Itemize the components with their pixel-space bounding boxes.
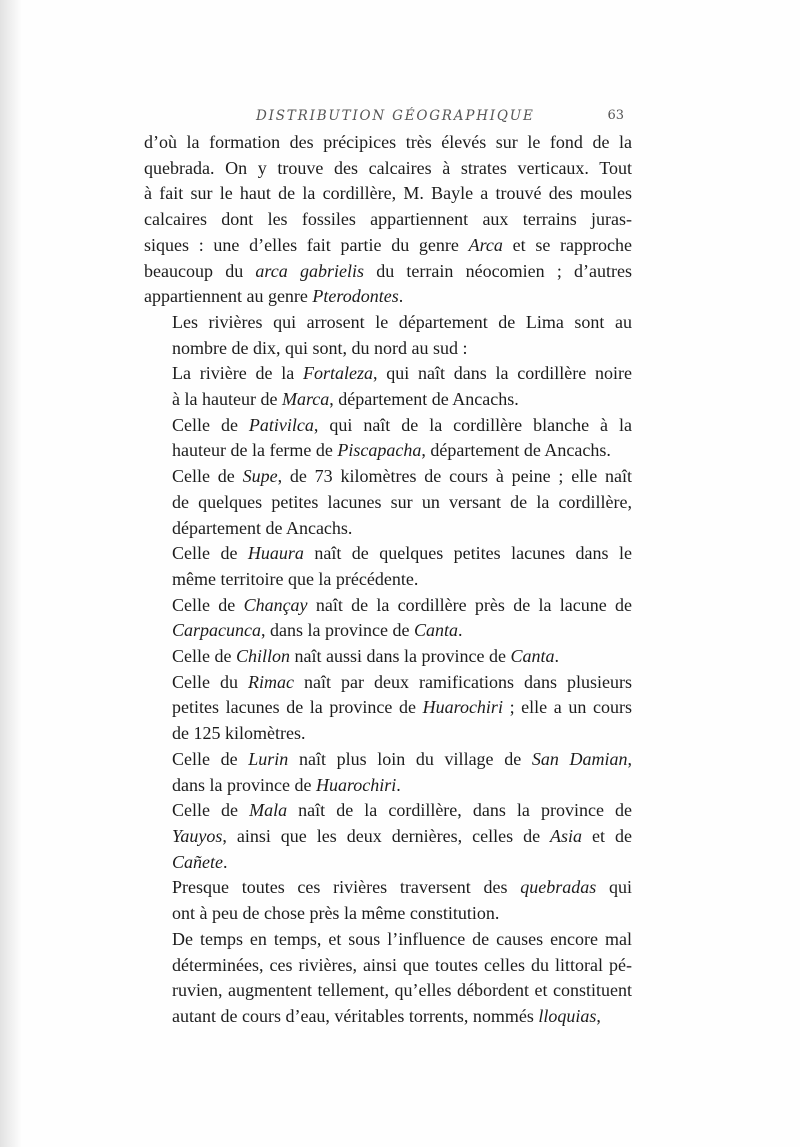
paragraph [144, 310, 632, 361]
text-line: quebrada. On y trouve des calcaires à strates verticaux. Tout [144, 157, 632, 178]
italic-term: Marca [281, 389, 330, 410]
text-line: calcaires dont les fossiles appartiennent aux terrains juras- [144, 209, 632, 230]
italic-term: Carpacunca [172, 620, 261, 641]
italic-term: Lurin [248, 748, 289, 769]
italic-term: Supe [242, 466, 278, 487]
text-line: Presque toutes ces rivières traversent des quebradas qui [172, 877, 632, 898]
italic-term: Mala [249, 800, 288, 821]
text-line: de 125 kilomètres. [172, 723, 306, 744]
running-head [160, 108, 628, 130]
paragraph [144, 361, 632, 412]
text-line: Celle du Rimac naît par deux ramifications dans plusieurs [172, 671, 632, 692]
text-line: Yauyos, ainsi que les deux dernières, celles de Asia et de [172, 825, 632, 846]
text-line: ont à peu de chose près la même constitution. [172, 903, 500, 924]
italic-term: Asia [550, 825, 583, 846]
text-line: hauteur de la ferme de Piscapacha, département de Ancachs. [172, 440, 611, 461]
text-line: Celle de Mala naît de la cordillère, dans la province de [172, 800, 632, 821]
italic-term: Canta [510, 646, 555, 667]
italic-term: Huarochiri [315, 774, 397, 795]
text-line: Celle de Chillon naît aussi dans la province de Canta. [172, 646, 559, 667]
italic-term: Arca [468, 234, 503, 255]
text-line: autant de cours d’eau, véritables torrents, nommés lloquias, [172, 1005, 601, 1026]
italic-term: Piscapacha [337, 440, 422, 461]
text-line: Celle de Chançay naît de la cordillère près de la lacune de [172, 594, 632, 615]
text-line: De temps en temps, et sous l’influence de causes encore mal [172, 928, 632, 949]
gutter-shadow [0, 0, 22, 1147]
italic-term: Rimac [248, 671, 294, 692]
paragraph [144, 875, 632, 926]
text-line: ruvien, augmentent tellement, qu’elles débordent et constituent [172, 980, 632, 1001]
italic-term: Pativilca [248, 414, 314, 435]
italic-term: Fortaleza [303, 363, 373, 384]
italic-term: arca gabrielis [255, 260, 364, 281]
paragraph [144, 464, 632, 541]
text-line: Les rivières qui arrosent le département de Lima sont au [172, 311, 632, 332]
italic-term: San Damian [531, 748, 628, 769]
italic-term: Pterodontes [312, 286, 399, 307]
text-line: Cañete. [172, 851, 228, 872]
text-line: Celle de Lurin naît plus loin du village de San Damian, [172, 748, 632, 769]
paragraph [144, 593, 632, 644]
italic-term: quebradas [520, 877, 597, 898]
text-line: dans la province de Huarochiri. [172, 774, 401, 795]
text-line: d’où la formation des précipices très élevés sur le fond de la [144, 132, 632, 152]
text-line: département de Ancachs. [172, 517, 353, 538]
paragraph [144, 670, 632, 747]
text-line: même territoire que la précédente. [172, 568, 419, 589]
running-head-title: DISTRIBUTION GÉOGRAPHIQUE [256, 108, 535, 124]
text-line: de quelques petites lacunes sur un versant de la cordillère, [172, 491, 632, 512]
italic-term: Cañete [172, 851, 223, 872]
paragraph [144, 798, 632, 875]
body-text [144, 130, 632, 1030]
text-line: Celle de Huaura naît de quelques petites lacunes dans le [172, 543, 632, 564]
paragraph [144, 927, 632, 1030]
text-line: Celle de Supe, de 73 kilomètres de cours à peine ; elle naît [172, 466, 633, 487]
text-line: Carpacunca, dans la province de Canta. [172, 620, 463, 641]
paragraph [144, 130, 632, 310]
text-line: siques : une d’elles fait partie du genre Arca et se rapproche [144, 234, 632, 255]
text-line: nombre de dix, qui sont, du nord au sud : [172, 337, 468, 358]
text-line: Celle de Pativilca, qui naît de la cordillère blanche à la [172, 414, 632, 435]
italic-term: lloquias [538, 1005, 597, 1026]
italic-term: Yauyos [172, 825, 223, 846]
italic-term: Canta [413, 620, 458, 641]
italic-term: Huaura [247, 543, 304, 564]
text-line: petites lacunes de la province de Huarochiri ; elle a un cours [172, 697, 632, 718]
italic-term: Huarochiri [422, 697, 503, 718]
paragraph [144, 747, 632, 798]
text-line: appartiennent au genre Pterodontes. [144, 286, 404, 307]
text-line: à la hauteur de Marca, département de Ancachs. [172, 389, 519, 410]
italic-term: Chançay [243, 594, 308, 615]
text-line: La rivière de la Fortaleza, qui naît dans la cordillère noire [172, 363, 633, 384]
text-line: beaucoup du arca gabrielis du terrain néocomien ; d’autres [144, 260, 633, 281]
paragraph [144, 644, 632, 670]
text-line: déterminées, ces rivières, ainsi que toutes celles du littoral pé- [172, 954, 632, 975]
paragraph [144, 541, 632, 592]
page-number: 63 [607, 108, 624, 123]
paragraph [144, 413, 632, 464]
italic-term: Chillon [235, 646, 290, 667]
text-line: à fait sur le haut de la cordillère, M. Bayle a trouvé des moules [144, 183, 632, 204]
